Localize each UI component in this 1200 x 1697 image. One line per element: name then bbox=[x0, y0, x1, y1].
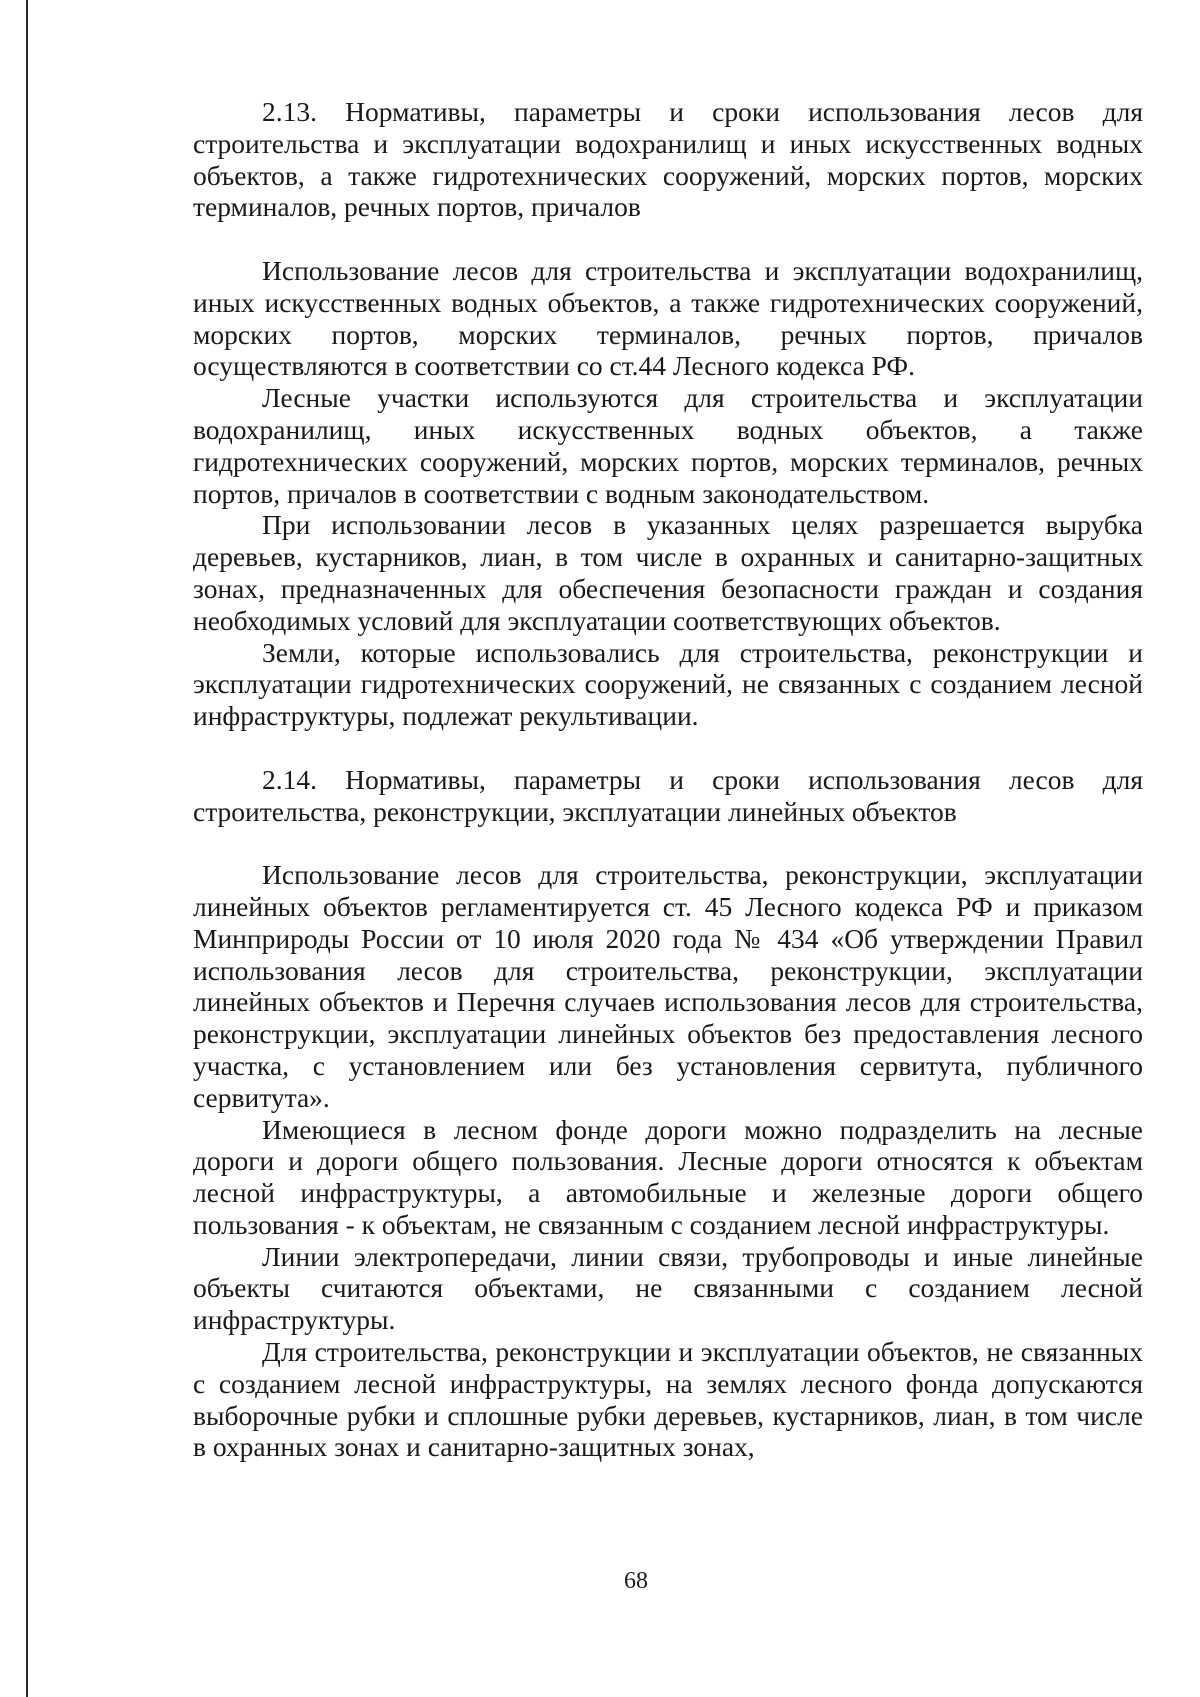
section-heading-2-14: 2.14. Нормативы, параметры и сроки использования лесов для строительства, реконструкции, эксплуатации линейных объектов bbox=[193, 763, 1143, 827]
paragraph: Использование лесов для строительства и эксплуатации водохранилищ, иных искусственных водных объектов, а также гидротехнических сооружений, морских портов, морских терминалов, речных портов, причалов осуществляются в соответствии со ст.44 Лесного кодекса РФ. bbox=[193, 254, 1143, 382]
paragraph: Лесные участки используются для строительства и эксплуатации водохранилищ, иных искусственных водных объектов, а также гидротехнических сооружений, морских портов, морских терминалов, речных портов, причалов в соответствии с водным законодательством. bbox=[193, 382, 1143, 509]
section-heading-2-13: 2.13. Нормативы, параметры и сроки использования лесов для строительства и эксплуатации водохранилищ и иных искусственных водных объектов, а также гидротехнических сооружений, морских портов, морских терминалов, речных портов, причалов bbox=[193, 96, 1143, 223]
document-page bbox=[193, 96, 1143, 1463]
paragraph: Земли, которые использовались для строительства, реконструкции и эксплуатации гидротехнических сооружений, не связанных с созданием лесной инфраструктуры, подлежат рекультивации. bbox=[193, 636, 1143, 732]
paragraph: Имеющиеся в лесном фонде дороги можно подразделить на лесные дороги и дороги общего пользования. Лесные дороги относятся к объектам лесной инфраструктуры, а автомобильные и железные дороги общего пользования - к объектам, не связанным с созданием лесной инфраструктуры. bbox=[193, 1113, 1143, 1240]
paragraph: Использование лесов для строительства, реконструкции, эксплуатации линейных объектов регламентируется ст. 45 Лесного кодекса РФ и приказом Минприроды России от 10 июля 2020 года № 434 «Об утверждении Правил использования лесов для строительства, реконструкции, эксплуатации линейных объектов и Перечня случаев использования лесов для строительства, реконструкции, эксплуатации линейных объектов без предоставления лесного участка, с установлением или без установления сервитута, публичного сервитута». bbox=[193, 859, 1143, 1113]
scan-edge-line bbox=[26, 0, 28, 1697]
paragraph: Для строительства, реконструкции и эксплуатации объектов, не связанных с созданием лесной инфраструктуры, на землях лесного фонда допускаются выборочные рубки и сплошные рубки деревьев, кустарников, лиан, в том числе в охранных зонах и санитарно-защитных зонах, bbox=[193, 1336, 1143, 1463]
paragraph: При использовании лесов в указанных целях разрешается вырубка деревьев, кустарников, лиан, в том числе в охранных и санитарно-защитных зонах, предназначенных для обеспечения безопасности граждан и создания необходимых условий для эксплуатации соответствующих объектов. bbox=[193, 509, 1143, 636]
paragraph: Линии электропередачи, линии связи, трубопроводы и иные линейные объекты считаются объектами, не связанными с созданием лесной инфраструктуры. bbox=[193, 1240, 1143, 1336]
page-number: 68 bbox=[624, 1568, 648, 1594]
